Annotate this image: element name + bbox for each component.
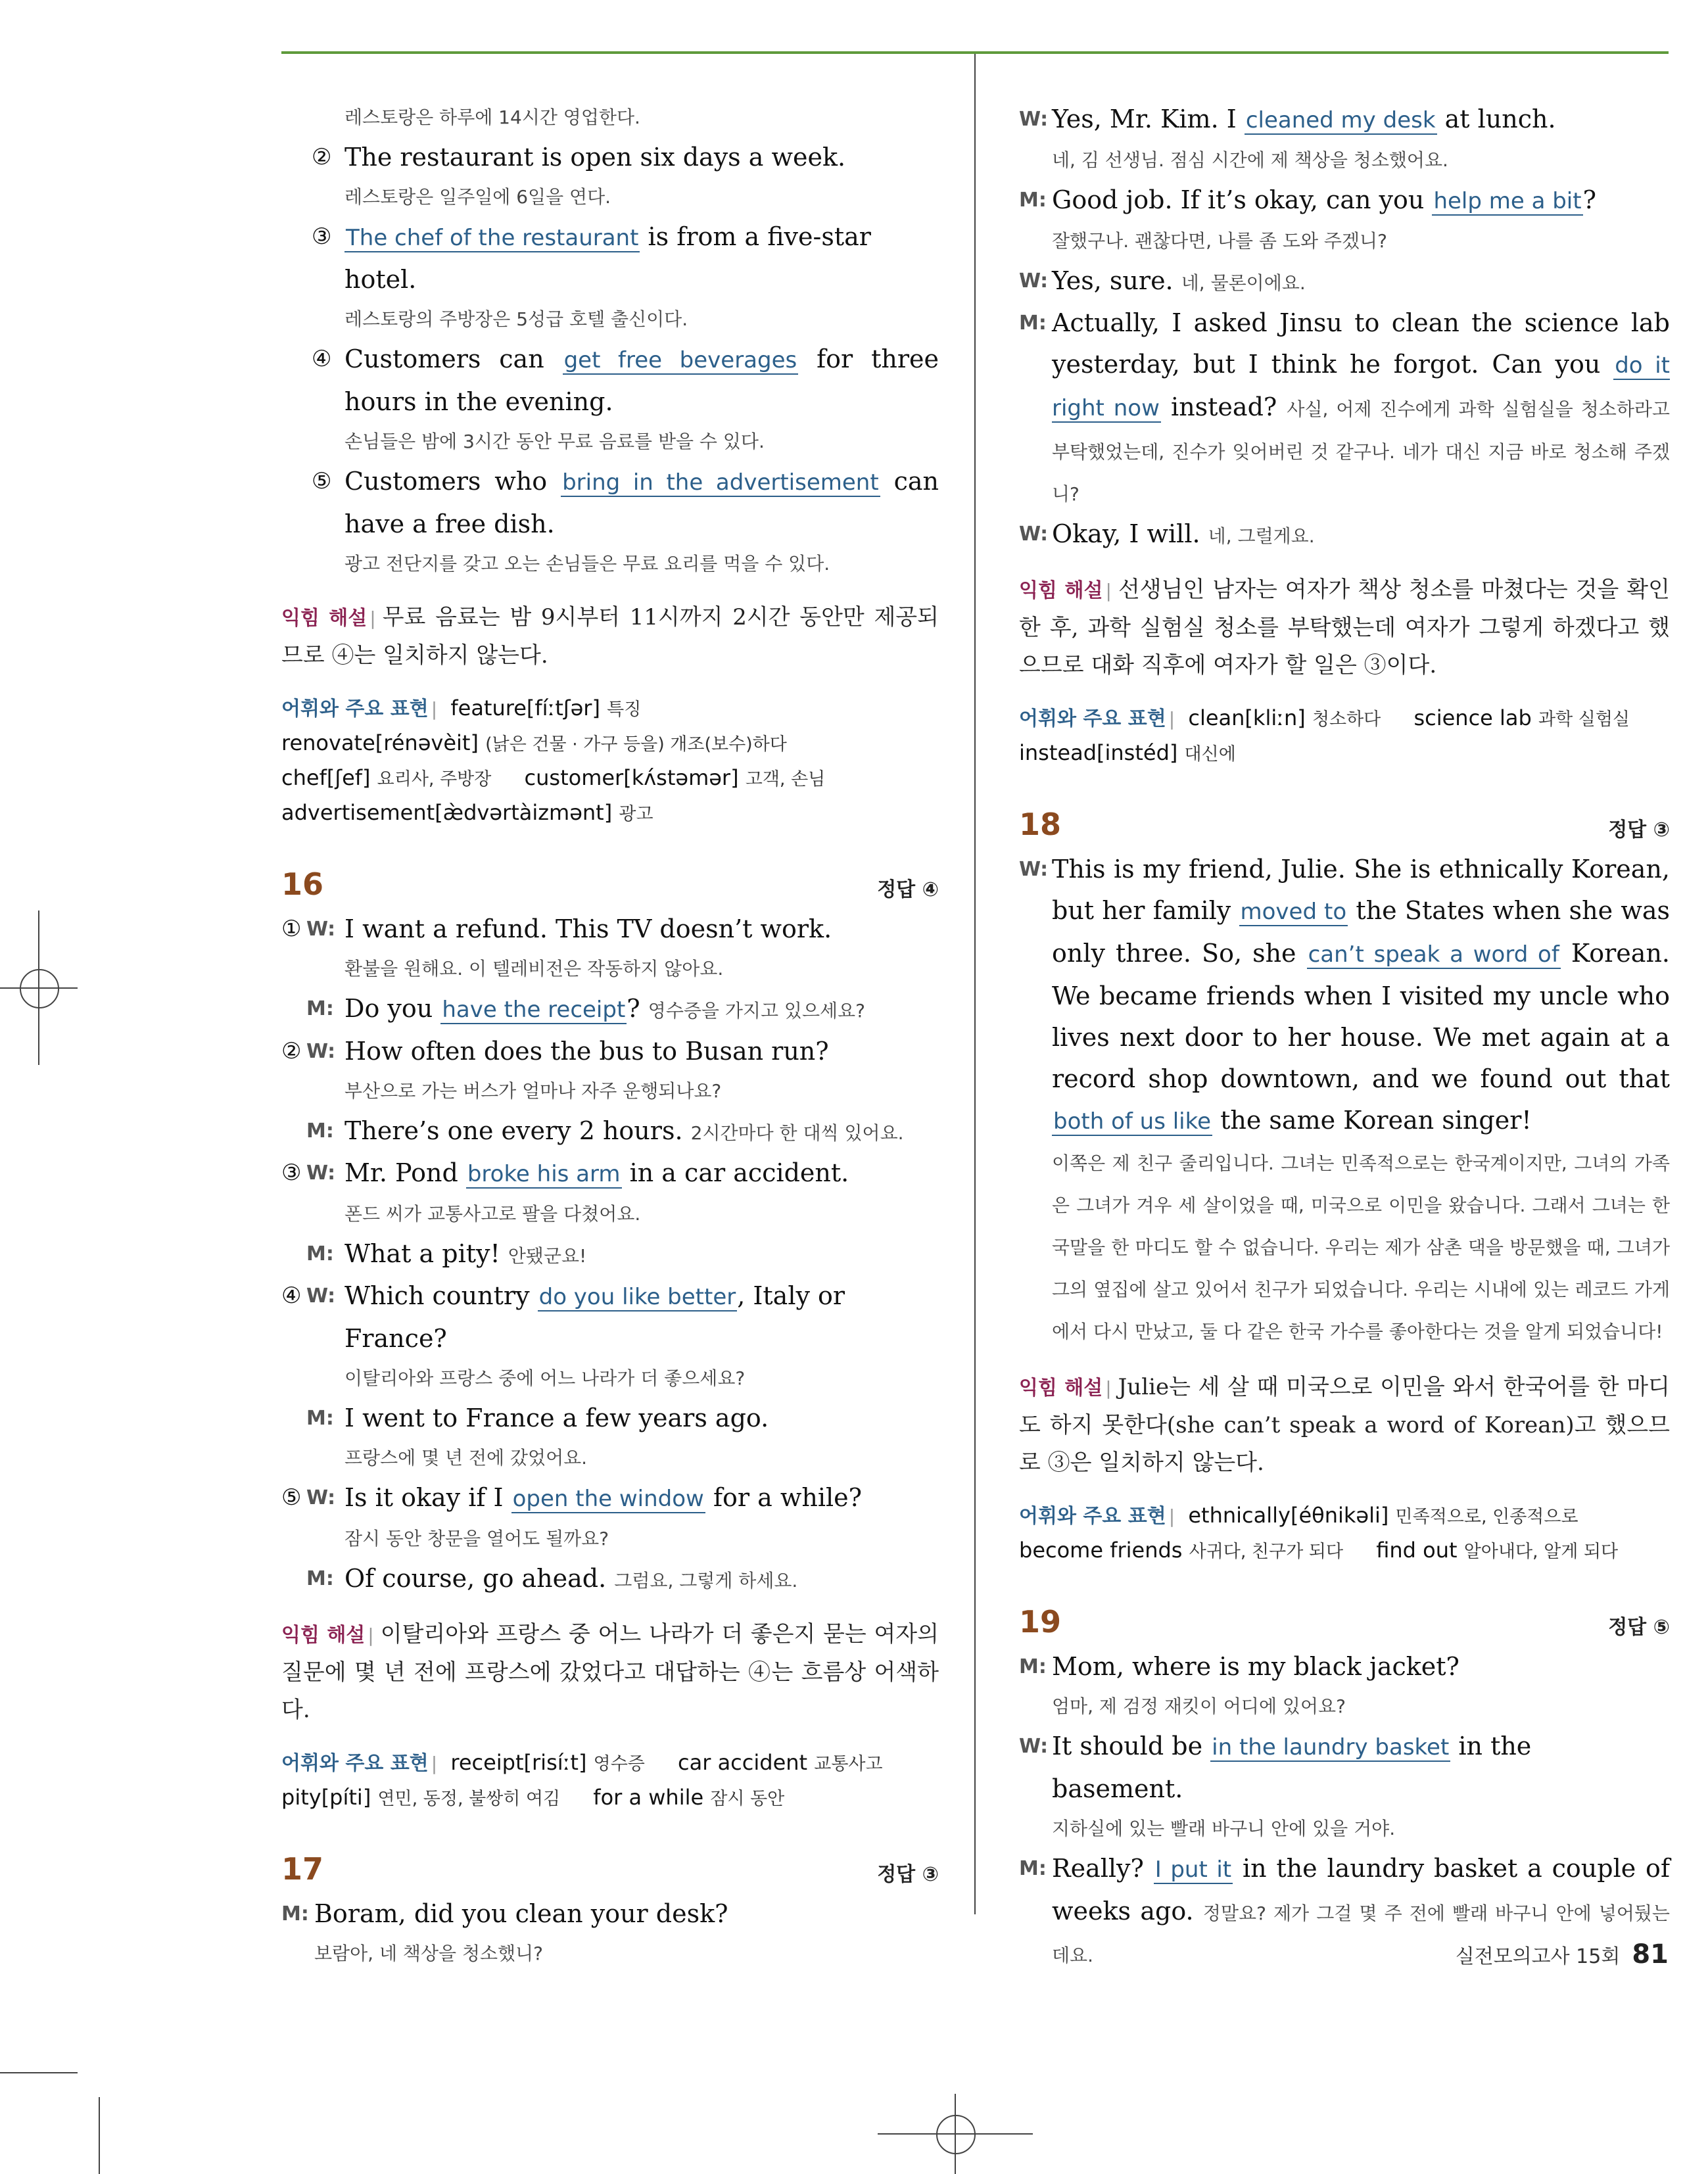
q17-line-1: M: Boram, did you clean your desk? — [281, 1899, 728, 1928]
highlight-phrase: help me a bit — [1433, 188, 1582, 214]
q16-header — [281, 866, 939, 902]
q16-option-2-w: ② W: How often does the bus to Busan run? — [281, 1037, 829, 1066]
q18-vocabulary: 어휘와 주요 표현 | ethnically[éθnikəli] 민족적으로, 인종적으로 become friends 사귀다, 친구가 되다 find out 알아내다, 알게 되다 — [1019, 1503, 1619, 1563]
question-number: 18 — [1019, 807, 1062, 842]
q17-line-2-translation: 네, 김 선생님. 점심 시간에 제 책상을 청소했어요. — [1052, 149, 1448, 171]
q16-option-3-w: ③ W: Mr. Pond broke his arm in a car accident. — [281, 1158, 849, 1187]
q16-option-5-m: M: Of course, go ahead. 그럼요, 그렇게 하세요. — [306, 1564, 798, 1593]
q19-line-2: W: It should be in the laundry basket in the basement. — [1019, 1732, 1532, 1803]
q19-line-1-translation: 엄마, 제 검정 재킷이 어디에 있어요? — [1052, 1695, 1346, 1717]
q18-translation: 이쪽은 제 친구 줄리입니다. 그녀는 민족적으로는 한국계이지만, 그녀의 가족은 그녀가 겨우 세 살이었을 때, 미국으로 이민을 왔습니다. 그래서 그녀는 한국말을 한 마디도 할 수 없습니다. 우리는 제가 삼촌 댁을 방문했을 때, 그녀가 그의 옆집에 살고 있어서 친구가 되었습니다. 우리는 시내에 있는 레코드 가게에서 다시 만났고, 둘 다 같은 한국 가수를 좋아한다는 것을 알게 되었습니다! — [1052, 1152, 1670, 1342]
q17-vocabulary: 어휘와 주요 표현 | clean[kliːn] 청소하다 science lab 과학 실험실 instead[instéd] 대신에 — [1019, 705, 1630, 765]
q17-explanation: 익힘 해설 | 선생님인 남자는 여자가 책상 청소를 마쳤다는 것을 확인한 후, 과학 실험실 청소를 부탁했는데 여자가 그렇게 하겠다고 했으므로 대화 직후에 여자가 할 일은 ③이다. — [1019, 577, 1670, 678]
registration-mark-left-circle — [20, 969, 59, 1008]
q15-option-4: ④ Customers can get free beverages for three hours in the evening. — [312, 344, 939, 416]
q15-vocabulary: 어휘와 주요 표현 | feature[fíːtʃər] 특징 renovate[rénəvèit] (낡은 건물 · 가구 등을) 개조(보수)하다 chef[ʃef] 요리사, 주방장 customer[kʌ́stəmər] 고객, 손님 advertisement[æ̀dvərtàizmənt] 광고 — [281, 696, 826, 825]
q15-o4-translation: 손님들은 밤에 3시간 동안 무료 음료를 받을 수 있다. — [344, 431, 765, 452]
highlight-phrase: bring in the advertisement — [562, 469, 879, 496]
answer-label: 정답 ⑤ — [1608, 1616, 1670, 1639]
q17-line-2: W: Yes, Mr. Kim. I cleaned my desk at lunch. — [1019, 105, 1556, 133]
highlight-phrase: do you like better — [538, 1284, 736, 1310]
q15-o2-translation: 레스토랑은 일주일에 6일을 연다. — [344, 186, 611, 208]
highlight-phrase: have the receipt — [442, 997, 626, 1023]
q16-vocabulary: 어휘와 주요 표현 | receipt[risíːt] 영수증 car accident 교통사고 pity[píti] 연민, 동정, 불쌍히 여김 for a while 잠시 동안 — [281, 1750, 883, 1810]
q16-option-4-m: M: I went to France a few years ago. — [306, 1404, 769, 1432]
crop-mark-bottom-left-h — [0, 2072, 78, 2073]
highlight-phrase: in the laundry basket — [1212, 1734, 1450, 1760]
page-footer — [1456, 1939, 1669, 1970]
q19-line-1: M: Mom, where is my black jacket? — [1019, 1652, 1459, 1681]
q16-o4-m-translation: 프랑스에 몇 년 전에 갔었어요. — [344, 1447, 588, 1469]
q18-explanation: 익힘 해설 | Julie는 세 살 때 미국으로 이민을 와서 한국어를 한 마디도 하지 못한다(she can’t speak a word of Korean)고 했으므로 ③은 일치하지 않는다. — [1019, 1374, 1670, 1476]
right-column — [1019, 99, 1670, 1975]
q15-option-5: ⑤ Customers who bring in the advertisement can have a free dish. — [312, 467, 939, 538]
q16-o3-w-translation: 폰드 씨가 교통사고로 팔을 다쳤어요. — [344, 1203, 641, 1225]
registration-mark-bottom-circle — [936, 2115, 976, 2154]
q16-option-3-m: M: What a pity! 안됐군요! — [306, 1239, 587, 1268]
highlight-phrase: both of us like — [1053, 1108, 1212, 1135]
column-divider — [974, 54, 976, 1914]
question-number: 19 — [1019, 1604, 1062, 1640]
q17-line-3-translation: 잘했구나. 괜찮다면, 나를 좀 도와 주겠니? — [1052, 230, 1387, 252]
q15-o3-translation: 레스토랑의 주방장은 5성급 호텔 출신이다. — [344, 308, 688, 330]
q17-line-3: M: Good job. If it’s okay, can you help me a bit? — [1019, 185, 1596, 214]
highlight-phrase: The chef of the restaurant — [346, 225, 639, 251]
q17-line-5: M: Actually, I asked Jinsu to clean the science lab yesterday, but I think he forgot. Can you do it right now instead? 사실, 어제 진수에게 과학 실험실을 청소하라고 부탁했었는데, 진수가 잊어버린 것 같구나. 네가 대신 지금 바로 청소해 주겠니? — [1019, 308, 1670, 505]
q16-option-2-m: M: There’s one every 2 hours. 2시간마다 한 대씩 있어요. — [306, 1116, 904, 1145]
answer-label: 정답 ③ — [877, 1863, 939, 1886]
highlight-phrase: broke his arm — [467, 1161, 621, 1187]
highlight-phrase: I put it — [1154, 1856, 1232, 1883]
q15-option-3: ③ The chef of the restaurant is from a five-star hotel. — [312, 222, 871, 294]
q16-o4-w-translation: 이탈리아와 프랑스 중에 어느 나라가 더 좋으세요? — [344, 1367, 746, 1389]
highlight-phrase: moved to — [1240, 899, 1347, 925]
highlight-phrase: get free beverages — [563, 347, 797, 373]
answer-label: 정답 ③ — [1608, 818, 1670, 841]
q15-o5-translation: 광고 전단지를 갖고 오는 손님들은 무료 요리를 먹을 수 있다. — [344, 553, 830, 575]
q19-line-2-translation: 지하실에 있는 빨래 바구니 안에 있을 거야. — [1052, 1818, 1396, 1839]
question-number: 17 — [281, 1851, 324, 1887]
q18-monologue: W: This is my friend, Julie. She is ethnically Korean, but her family moved to the States when she was only three. So, she can’t speak a word of Korean. We became friends when I visited my uncle who lives next door to her house. We met again at a record shop downtown, and we found out that both of us like the same Korean singer! — [1019, 855, 1671, 1135]
q17-line-1-translation: 보람아, 네 책상을 청소했니? — [314, 1943, 543, 1964]
q16-option-5-w: ⑤ W: Is it okay if I open the window for a while? — [281, 1483, 863, 1512]
q16-explanation: 익힘 해설 | 이탈리아와 프랑스 중 어느 나라가 더 좋은지 묻는 여자의 질문에 몇 년 전에 프랑스에 갔었다고 대답하는 ④는 흐름상 어색하다. — [281, 1621, 939, 1723]
q15-option-2: ② The restaurant is open six days a week. — [312, 143, 846, 172]
q16-option-1-m: M: Do you have the receipt? 영수증을 가지고 있으세요? — [306, 994, 865, 1023]
q15-o1-translation: 레스토랑은 하루에 14시간 영업한다. — [344, 106, 640, 128]
page-number: 81 — [1632, 1939, 1669, 1970]
answer-label: 정답 ④ — [877, 878, 939, 901]
q19-line-3: M: Really? I put it in the laundry basket a couple of weeks ago. 정말요? 제가 그걸 몇 주 전에 빨래 바구니 안에 넣어뒀는데요. — [1019, 1854, 1671, 1966]
q17-header — [281, 1851, 939, 1887]
highlight-phrase: can’t speak a word of — [1308, 941, 1559, 968]
q16-o2-w-translation: 부산으로 가는 버스가 얼마나 자주 운행되나요? — [344, 1080, 722, 1102]
highlight-phrase: do it right now — [1052, 352, 1670, 421]
q17-line-6: W: Okay, I will. 네, 그럴게요. — [1019, 519, 1315, 548]
q19-header — [1019, 1604, 1670, 1640]
q18-header — [1019, 807, 1670, 842]
q17-line-4: W: Yes, sure. 네, 물론이에요. — [1019, 266, 1306, 295]
q16-option-4-w: ④ W: Which country do you like better, Italy or France? — [281, 1281, 845, 1353]
question-number: 16 — [281, 866, 324, 902]
q16-option-1-w: ① W: I want a refund. This TV doesn’t work. — [281, 914, 832, 943]
q16-o1-w-translation: 환불을 원해요. 이 텔레비전은 작동하지 않아요. — [344, 958, 724, 980]
left-column — [281, 99, 939, 1973]
crop-mark-bottom-left-v — [99, 2097, 100, 2174]
highlight-phrase: open the window — [512, 1486, 704, 1512]
footer-title: 실전모의고사 15회 — [1455, 1945, 1621, 1968]
q15-explanation: 익힘 해설 | 무료 음료는 밤 9시부터 11시까지 2시간 동안만 제공되므로 ④는 일치하지 않는다. — [281, 604, 939, 669]
highlight-phrase: cleaned my desk — [1245, 107, 1436, 133]
q16-o5-w-translation: 잠시 동안 창문을 열어도 될까요? — [344, 1528, 609, 1549]
